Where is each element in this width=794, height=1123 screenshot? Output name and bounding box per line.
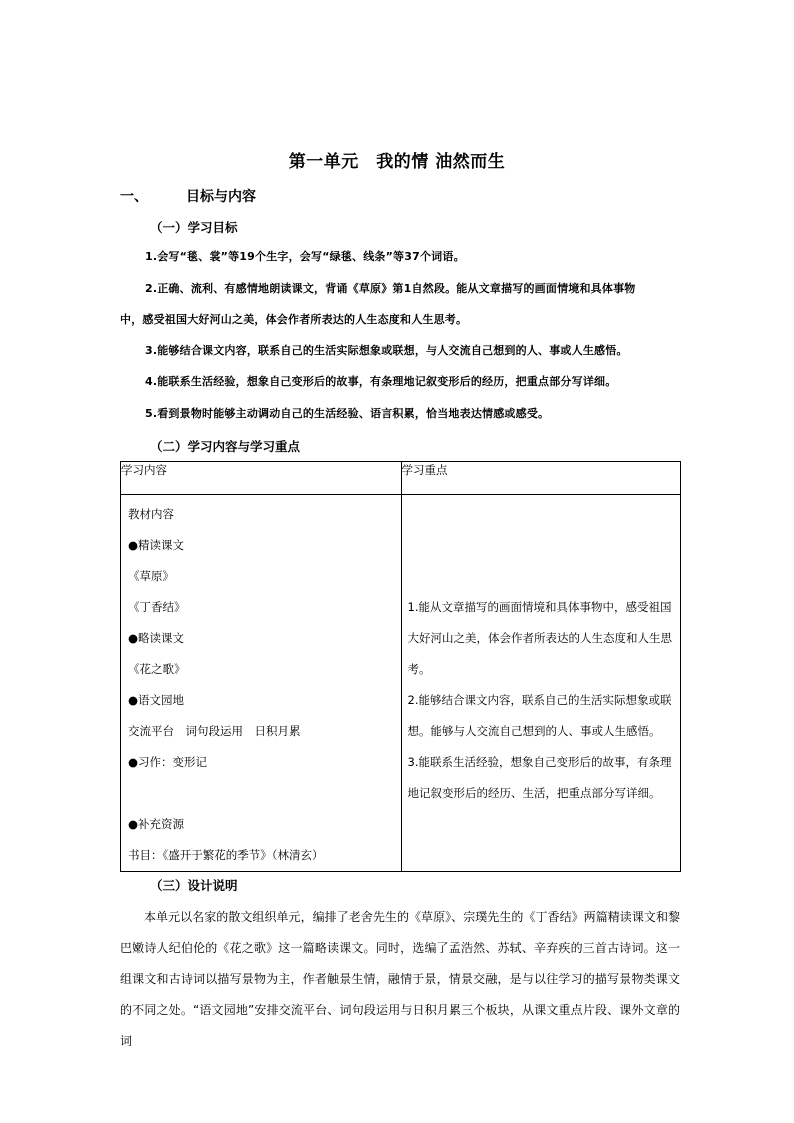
subheading-goals: （一）学习目标: [150, 220, 238, 235]
design-description: [120, 902, 680, 1057]
focus-item-2: 2.能够结合课文内容，联系自己的生活实际想象或联想。能够与人交流自己想到的人、事或人生感悟。: [407, 693, 672, 738]
goal-2-continued: 中，感受祖国大好河山之美，体会作者所表达的人生态度和人生思考。: [120, 313, 468, 326]
header-focus: 学习重点: [401, 462, 680, 495]
section-label: 目标与内容: [186, 189, 256, 205]
goal-4: 4.能联系生活经验，想象自己变形后的故事，有条理地记叙变形后的经历，把重点部分写详细。: [145, 375, 617, 388]
list-item: 教材内容: [128, 507, 174, 521]
list-item: ●补充资源: [128, 817, 185, 831]
list-item: 《丁香结》: [128, 600, 186, 614]
list-item: 交流平台 词句段运用 日积月累: [128, 724, 301, 738]
list-item: ●精读课文: [128, 538, 185, 552]
list-item: 《草原》: [128, 569, 174, 583]
content-table: [120, 461, 681, 872]
list-item: ●习作：变形记: [128, 755, 208, 769]
list-item: ●语文园地: [128, 693, 185, 707]
list-item: 《花之歌》: [128, 662, 186, 676]
unit-title: 第一单元 我的情 油然而生: [288, 152, 506, 172]
list-item: 书目：《盛开于繁花的季节》（林清玄）: [128, 848, 324, 862]
section-heading: [120, 186, 256, 206]
goal-3: 3.能够结合课文内容，联系自己的生活实际想象或联想，与人交流自己想到的人、事或人生感悟。: [145, 344, 628, 357]
content-list: [121, 495, 401, 871]
header-content: 学习内容: [121, 462, 402, 495]
section-number: 一、: [120, 189, 148, 205]
focus-item-1: 1.能从文章描写的画面情境和具体事物中，感受祖国大好河山之美，体会作者所表达的人生态度和人生思考。: [407, 600, 673, 676]
subheading-content: （二）学习内容与学习重点: [150, 439, 301, 454]
table-header-row: [121, 462, 681, 495]
goal-2: 2.正确、流利、有感情地朗读课文，背诵《草原》第1自然段。能从文章描写的画面情境和具体事物: [145, 282, 636, 295]
list-item: ●略读课文: [128, 631, 185, 645]
design-paragraph: 本单元以名家的散文组织单元，编排了老舍先生的《草原》、宗璞先生的《丁香结》两篇精读课文和黎巴嫩诗人纪伯伦的《花之歌》这一篇略读课文。同时，选编了孟浩然、苏轼、辛弃疾的三首古诗词。这一组课文和古诗词以描写景物为主，作者触景生情，融情于景，情景交融，是与以往学习的描写景物类课文的不同之处。“语文园地”安排交流平台、词句段运用与日积月累三个板块，从课文重点片段、课外文章的词: [120, 910, 680, 1048]
goal-5: 5.看到景物时能够主动调动自己的生活经验、语言积累，恰当地表达情感或感受。: [145, 407, 550, 420]
goal-1: 1.会写“毯、裳”等19个生字，会写“绿毯、线条”等37个词语。: [145, 250, 465, 263]
focus-list: [402, 495, 680, 809]
subheading-design: （三）设计说明: [150, 878, 238, 893]
list-item: [128, 778, 401, 809]
table-body-row: [121, 495, 681, 872]
focus-item-3: 3.能联系生活经验，想象自己变形后的故事，有条理地记叙变形后的经历、生活，把重点部分写详细。: [407, 755, 672, 800]
